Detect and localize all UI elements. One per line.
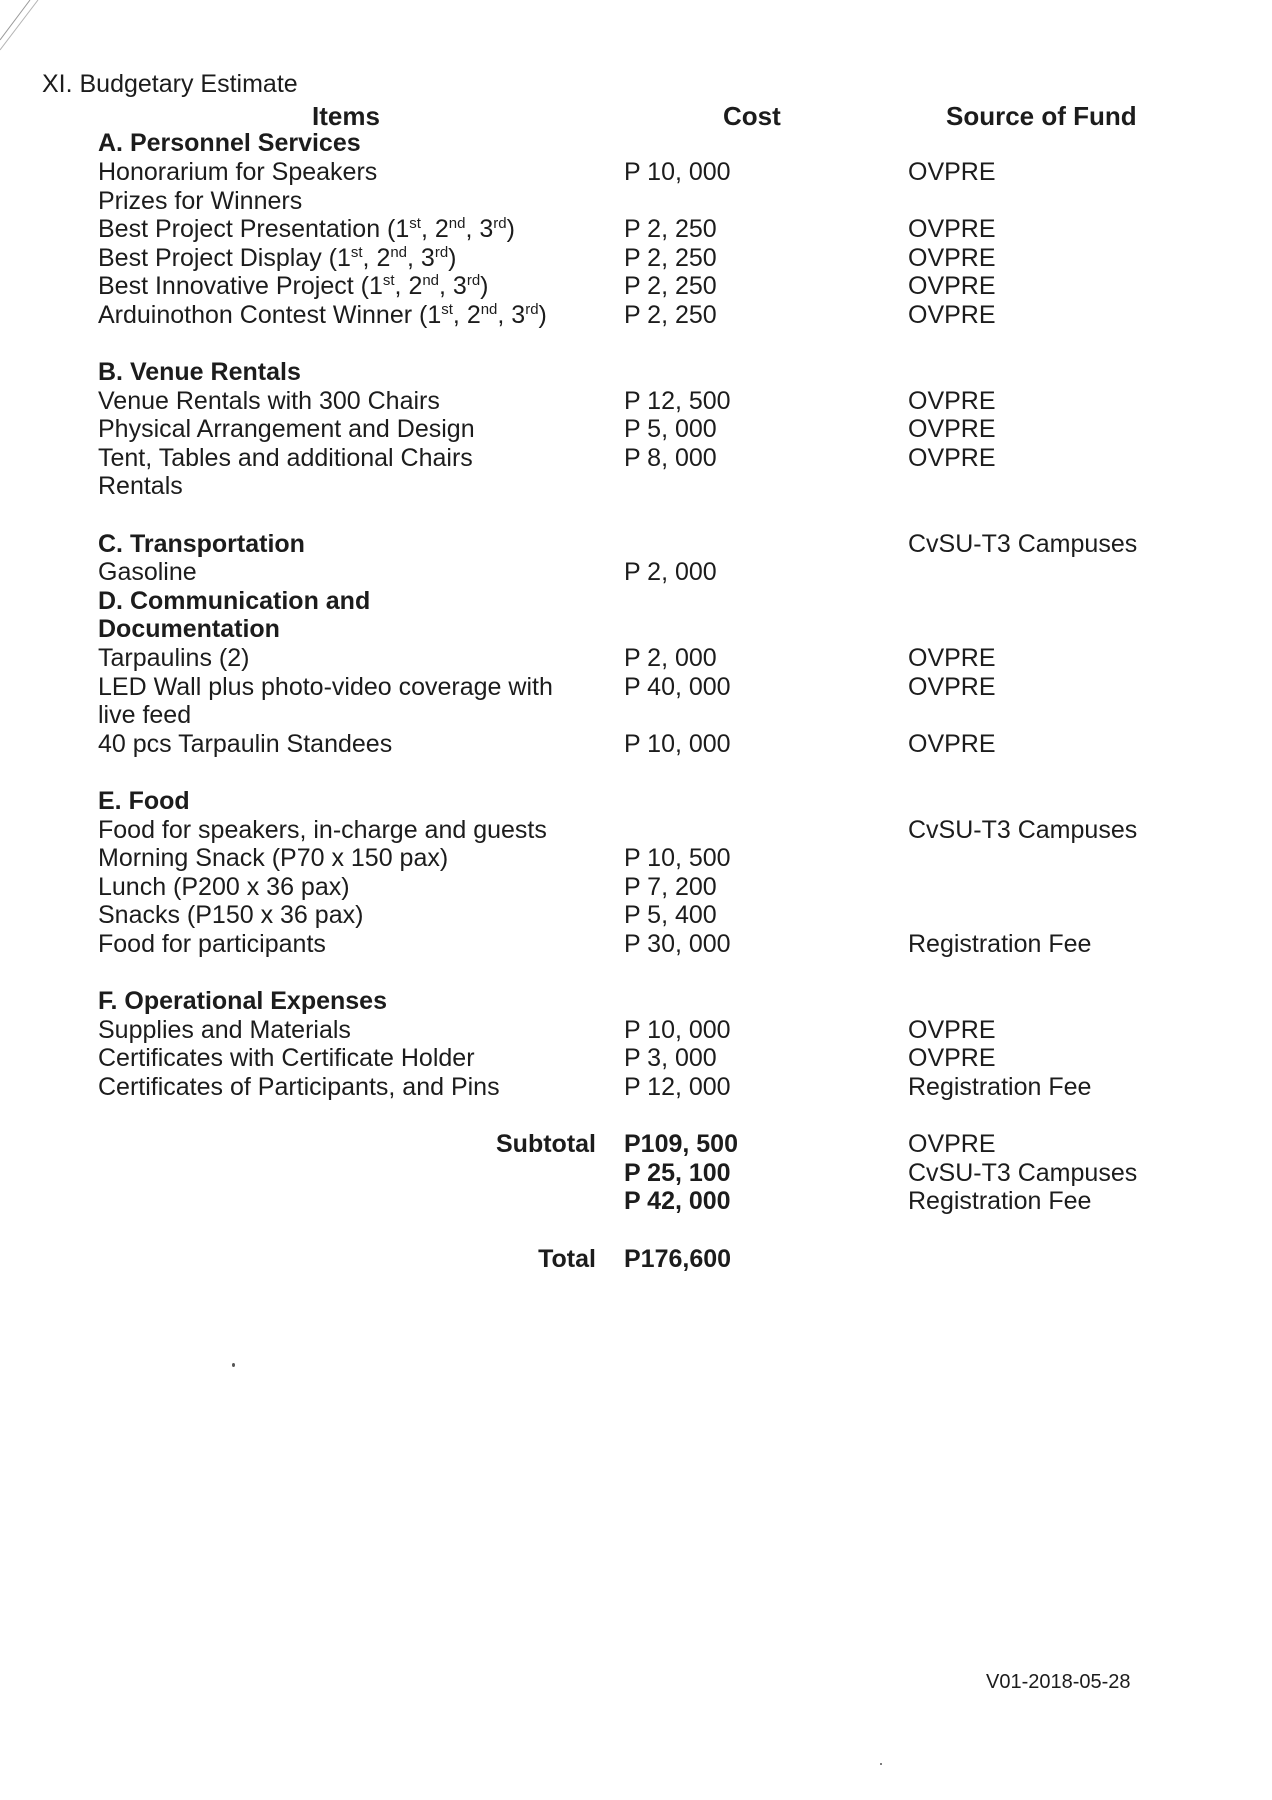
scan-speck [232,1363,235,1367]
item-source: OVPRE [908,272,996,300]
item-source: OVPRE [908,301,996,329]
scan-corner-mark [0,0,60,60]
subtotal-source: Registration Fee [908,1187,1092,1215]
item-cost: P 2, 000 [624,558,717,586]
item-cost: P 40, 000 [624,673,731,701]
item-label: Supplies and Materials [98,1016,351,1044]
item-source: Registration Fee [908,930,1092,958]
category-venue-rentals: B. Venue Rentals [98,358,301,386]
item-source: OVPRE [908,444,996,472]
item-cost: P 2, 000 [624,644,717,672]
total-cost: P176,600 [624,1245,732,1273]
item-cost: P 12, 000 [624,1073,731,1101]
item-cost: P 2, 250 [624,301,717,329]
item-cost: P 8, 000 [624,444,717,472]
section-heading: XI. Budgetary Estimate [42,70,298,98]
item-label-ordinal: Best Project Display (1st, 2nd, 3rd) [98,244,457,272]
category-food: E. Food [98,787,190,815]
item-source: OVPRE [908,673,996,701]
column-header-cost: Cost [723,101,781,131]
item-cost: P 5, 000 [624,415,717,443]
item-label: Food for speakers, in-charge and guests [98,816,547,844]
item-label-ordinal: Arduinothon Contest Winner (1st, 2nd, 3rd) [98,301,547,329]
item-label: Venue Rentals with 300 Chairs [98,387,440,415]
subtotal-cost: P 25, 100 [624,1159,731,1187]
item-source: CvSU-T3 Campuses [908,530,1138,558]
column-header-source: Source of Fund [946,101,1137,131]
item-source: OVPRE [908,158,996,186]
subtotal-cost: P 42, 000 [624,1187,731,1215]
item-source: OVPRE [908,415,996,443]
item-label: Certificates with Certificate Holder [98,1044,475,1072]
item-cost: P 2, 250 [624,244,717,272]
category-personnel-services: A. Personnel Services [98,129,361,157]
item-label: Food for participants [98,930,326,958]
item-label: LED Wall plus photo-video coverage with [98,673,553,701]
item-cost: P 2, 250 [624,215,717,243]
item-label-continued: live feed [98,701,192,729]
item-source: OVPRE [908,387,996,415]
item-label: Morning Snack (P70 x 150 pax) [98,844,449,872]
item-label-continued: Rentals [98,472,183,500]
category-communication: D. Communication and [98,587,371,615]
item-cost: P 10, 000 [624,158,731,186]
item-cost: P 10, 000 [624,1016,731,1044]
category-communication-continued: Documentation [98,615,280,643]
category-operational-expenses: F. Operational Expenses [98,987,387,1015]
item-source: OVPRE [908,244,996,272]
item-cost: P 10, 500 [624,844,731,872]
subtotal-source: CvSU-T3 Campuses [908,1159,1138,1187]
subtotal-cost: P109, 500 [624,1130,738,1158]
item-cost: P 30, 000 [624,930,731,958]
item-cost: P 2, 250 [624,272,717,300]
item-cost: P 7, 200 [624,873,717,901]
total-label: Total [538,1245,596,1273]
item-label: Tent, Tables and additional Chairs [98,444,473,472]
item-source: OVPRE [908,1044,996,1072]
item-label: Certificates of Participants, and Pins [98,1073,500,1101]
column-header-items: Items [312,101,380,131]
item-cost: P 5, 400 [624,901,717,929]
category-transportation: C. Transportation [98,530,305,558]
document-version-code: V01-2018-05-28 [986,1671,1131,1693]
item-source: CvSU-T3 Campuses [908,816,1138,844]
item-label-ordinal: Best Project Presentation (1st, 2nd, 3rd) [98,215,515,243]
subtotal-source: OVPRE [908,1130,996,1158]
subtotal-label: Subtotal [496,1130,596,1158]
item-cost: P 10, 000 [624,730,731,758]
item-source: OVPRE [908,1016,996,1044]
item-label: Gasoline [98,558,197,586]
item-label: 40 pcs Tarpaulin Standees [98,730,393,758]
item-cost: P 12, 500 [624,387,731,415]
item-label-ordinal: Best Innovative Project (1st, 2nd, 3rd) [98,272,489,300]
item-source: OVPRE [908,730,996,758]
item-label: Tarpaulins (2) [98,644,250,672]
item-source: Registration Fee [908,1073,1092,1101]
item-label: Prizes for Winners [98,187,303,215]
item-cost: P 3, 000 [624,1044,717,1072]
item-label: Snacks (P150 x 36 pax) [98,901,364,929]
item-source: OVPRE [908,644,996,672]
scan-speck [880,1763,882,1765]
item-source: OVPRE [908,215,996,243]
item-label: Physical Arrangement and Design [98,415,475,443]
item-label: Honorarium for Speakers [98,158,378,186]
item-label: Lunch (P200 x 36 pax) [98,873,350,901]
